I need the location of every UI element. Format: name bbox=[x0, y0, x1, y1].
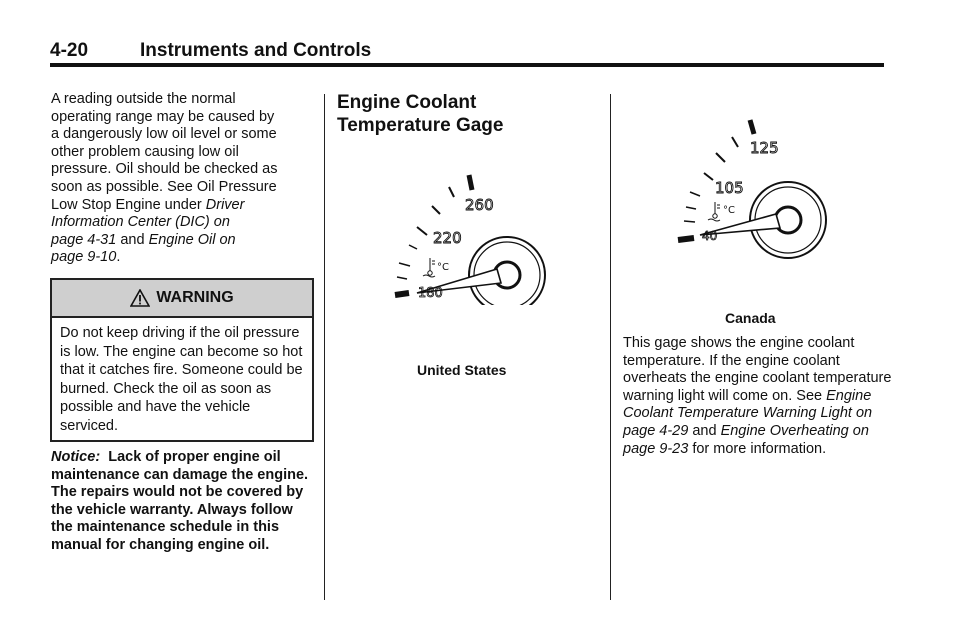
notice-text: Lack of proper engine oil maintenance can damage the engine. The repairs would not be covered by the vehicle warranty. Always follow the maintenance schedule in this manual for changing engine oil. bbox=[51, 449, 309, 553]
gauge-label-mid: 105 bbox=[715, 179, 744, 197]
gauge-label-mid: 220 bbox=[433, 229, 462, 247]
gauge-unit: °C bbox=[723, 205, 735, 216]
caption-united-states: United States bbox=[417, 362, 507, 378]
coolant-gauge-canada bbox=[670, 110, 840, 260]
link-engine-overheating[interactable]: Engine Overheating on page 9-23 bbox=[623, 422, 869, 457]
link-driver-info-center-page[interactable]: page 4-31 bbox=[51, 231, 117, 248]
link-driver-info-center[interactable]: Driver bbox=[205, 196, 245, 213]
warning-body: Do not keep driving if the oil pressure is low. The engine can become so hot that it catches fire. Someone could be burned. Check the oil as soon as possible and have the vehicle serviced. bbox=[60, 325, 303, 434]
section-title: Instruments and Controls bbox=[140, 40, 372, 61]
coolant-gauge-us bbox=[385, 165, 560, 305]
text-line: page 9-10. bbox=[51, 249, 121, 266]
text-line: page 4-31 and Engine Oil on bbox=[51, 231, 236, 248]
notice-label: Notice: bbox=[51, 449, 101, 465]
warning-triangle-icon bbox=[130, 289, 150, 307]
link-driver-info-center-cont[interactable]: Information Center (DIC) on bbox=[51, 214, 230, 231]
gauge-label-high: 260 bbox=[465, 196, 494, 214]
warning-title: WARNING bbox=[156, 289, 234, 306]
notice-paragraph bbox=[51, 449, 313, 555]
link-engine-oil-page[interactable]: page 9-10 bbox=[51, 249, 117, 266]
gauge-label-low: 40 bbox=[702, 229, 718, 243]
gauge-label-low: 180 bbox=[418, 286, 443, 301]
page-number: 4-20 bbox=[50, 40, 89, 61]
text-line: Low Stop Engine under Driver bbox=[51, 196, 245, 213]
text-line: other problem causing low oil bbox=[51, 143, 239, 160]
gauge-label-high: 125 bbox=[750, 139, 779, 157]
page-header bbox=[50, 40, 884, 62]
coolant-gage-paragraph: This gage shows the engine coolant temperature. If the engine coolant overheats the engine coolant temperature warning light will come on. See Engine Coolant Temperature Warning Light on page 4-29 and Engine Overheating on page 9-23 for more information. bbox=[623, 335, 892, 457]
text-line: soon as possible. See Oil Pressure bbox=[51, 178, 277, 195]
gauge-unit: °C bbox=[437, 262, 449, 273]
coolant-temperature-icon bbox=[423, 258, 435, 277]
caption-canada: Canada bbox=[725, 310, 776, 326]
warning-box bbox=[50, 278, 314, 442]
text-line: pressure. Oil should be checked as bbox=[51, 161, 278, 178]
section-heading: Engine Coolant Temperature Gage bbox=[337, 92, 504, 136]
text-line: a dangerously low oil level or some bbox=[51, 126, 277, 143]
text-line: A reading outside the normal bbox=[51, 91, 236, 107]
oil-pressure-paragraph bbox=[51, 91, 313, 267]
header-rule bbox=[50, 63, 884, 67]
text-line: operating range may be caused by bbox=[51, 108, 275, 125]
column-divider-left bbox=[324, 94, 325, 600]
warning-header bbox=[52, 280, 312, 318]
link-coolant-warning-light[interactable]: Engine Coolant Temperature Warning Light on page 4-29 bbox=[623, 387, 873, 439]
coolant-temperature-icon bbox=[708, 202, 720, 221]
link-engine-oil[interactable]: Engine Oil on bbox=[148, 231, 236, 248]
column-divider-right bbox=[610, 94, 611, 600]
text-line bbox=[51, 214, 313, 232]
